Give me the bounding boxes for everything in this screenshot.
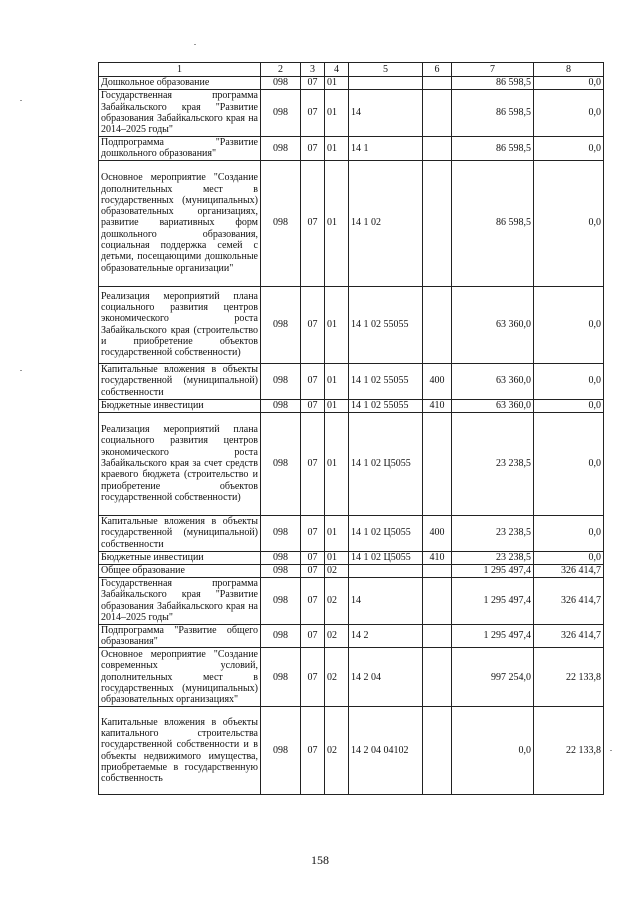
col2-cell: 098 bbox=[261, 648, 301, 707]
col5-cell: 14 bbox=[349, 90, 423, 137]
page-number: 158 bbox=[311, 853, 329, 867]
col2-cell: 098 bbox=[261, 363, 301, 399]
amount-cell: 86 598,5 bbox=[452, 137, 534, 161]
col2-cell: 098 bbox=[261, 399, 301, 412]
amount2-cell: 0,0 bbox=[534, 77, 604, 90]
col4-cell: 01 bbox=[325, 137, 349, 161]
column-header-1: 1 bbox=[99, 63, 261, 77]
row-name-cell: Капитальные вложения в объекты капитального строительства государственной собственности и в объекты недвижимого имущества, приобретаемые в государственную собственность bbox=[99, 707, 261, 795]
col5-cell: 14 2 bbox=[349, 624, 423, 648]
row-name-cell: Реализация мероприятий плана социального развития центров экономического роста Забайкальского края (строительство и приобретение объектов государственной собственности) bbox=[99, 286, 261, 363]
col2-cell: 098 bbox=[261, 77, 301, 90]
table-row bbox=[99, 648, 604, 707]
col6-cell: 400 bbox=[423, 363, 452, 399]
col5-cell: 14 bbox=[349, 577, 423, 624]
col3-cell: 07 bbox=[301, 363, 325, 399]
col5-cell: 14 1 02 Ц5055 bbox=[349, 412, 423, 515]
row-name-cell: Капитальные вложения в объекты государственной (муниципальной) собственности bbox=[99, 515, 261, 551]
amount-cell: 86 598,5 bbox=[452, 160, 534, 286]
col4-cell: 01 bbox=[325, 551, 349, 564]
amount2-cell: 0,0 bbox=[534, 90, 604, 137]
scan-speck bbox=[20, 100, 22, 101]
col6-cell: 410 bbox=[423, 399, 452, 412]
col3-cell: 07 bbox=[301, 399, 325, 412]
col5-cell: 14 1 02 bbox=[349, 160, 423, 286]
table-row bbox=[99, 577, 604, 624]
budget-table bbox=[98, 62, 604, 795]
col4-cell: 02 bbox=[325, 577, 349, 624]
header-row bbox=[99, 63, 604, 77]
col5-cell: 14 1 02 55055 bbox=[349, 286, 423, 363]
amount-cell: 0,0 bbox=[452, 707, 534, 795]
amount2-cell: 22 133,8 bbox=[534, 648, 604, 707]
column-header-4: 4 bbox=[325, 63, 349, 77]
row-name-cell: Бюджетные инвестиции bbox=[99, 399, 261, 412]
table-row bbox=[99, 90, 604, 137]
col6-cell bbox=[423, 577, 452, 624]
col5-cell: 14 1 02 Ц5055 bbox=[349, 551, 423, 564]
amount-cell: 1 295 497,4 bbox=[452, 624, 534, 648]
amount-cell: 1 295 497,4 bbox=[452, 577, 534, 624]
table-row bbox=[99, 286, 604, 363]
col3-cell: 07 bbox=[301, 564, 325, 577]
col4-cell: 02 bbox=[325, 564, 349, 577]
row-name-cell: Подпрограмма "Развитие дошкольного образования" bbox=[99, 137, 261, 161]
amount-cell: 1 295 497,4 bbox=[452, 564, 534, 577]
col2-cell: 098 bbox=[261, 577, 301, 624]
table-row bbox=[99, 412, 604, 515]
col4-cell: 02 bbox=[325, 707, 349, 795]
col2-cell: 098 bbox=[261, 707, 301, 795]
table-row bbox=[99, 624, 604, 648]
col6-cell bbox=[423, 160, 452, 286]
col2-cell: 098 bbox=[261, 412, 301, 515]
table-row bbox=[99, 160, 604, 286]
col2-cell: 098 bbox=[261, 551, 301, 564]
col5-cell: 14 2 04 04102 bbox=[349, 707, 423, 795]
amount-cell: 23 238,5 bbox=[452, 515, 534, 551]
column-header-7: 7 bbox=[452, 63, 534, 77]
col4-cell: 01 bbox=[325, 412, 349, 515]
scan-speck bbox=[194, 44, 196, 45]
scan-speck bbox=[20, 370, 22, 371]
col3-cell: 07 bbox=[301, 90, 325, 137]
col3-cell: 07 bbox=[301, 648, 325, 707]
amount-cell: 86 598,5 bbox=[452, 90, 534, 137]
amount-cell: 997 254,0 bbox=[452, 648, 534, 707]
col2-cell: 098 bbox=[261, 515, 301, 551]
amount-cell: 63 360,0 bbox=[452, 286, 534, 363]
amount2-cell: 0,0 bbox=[534, 363, 604, 399]
amount-cell: 23 238,5 bbox=[452, 412, 534, 515]
row-name-cell: Дошкольное образование bbox=[99, 77, 261, 90]
amount2-cell: 0,0 bbox=[534, 137, 604, 161]
col6-cell bbox=[423, 648, 452, 707]
col3-cell: 07 bbox=[301, 160, 325, 286]
amount2-cell: 0,0 bbox=[534, 551, 604, 564]
row-name-cell: Государственная программа Забайкальского края "Развитие образования Забайкальского края на 2014–2025 годы" bbox=[99, 577, 261, 624]
amount2-cell: 0,0 bbox=[534, 286, 604, 363]
col5-cell: 14 1 02 55055 bbox=[349, 399, 423, 412]
col4-cell: 02 bbox=[325, 624, 349, 648]
table-row bbox=[99, 707, 604, 795]
row-name-cell: Основное мероприятие "Создание современных условий, дополнительных мест в государственных (муниципальных) образовательных организациях" bbox=[99, 648, 261, 707]
table-row bbox=[99, 564, 604, 577]
col3-cell: 07 bbox=[301, 77, 325, 90]
col2-cell: 098 bbox=[261, 137, 301, 161]
amount2-cell: 0,0 bbox=[534, 160, 604, 286]
column-header-3: 3 bbox=[301, 63, 325, 77]
col6-cell: 400 bbox=[423, 515, 452, 551]
col3-cell: 07 bbox=[301, 577, 325, 624]
column-header-6: 6 bbox=[423, 63, 452, 77]
col2-cell: 098 bbox=[261, 624, 301, 648]
amount2-cell: 326 414,7 bbox=[534, 564, 604, 577]
table-row bbox=[99, 551, 604, 564]
row-name-cell: Бюджетные инвестиции bbox=[99, 551, 261, 564]
col6-cell bbox=[423, 564, 452, 577]
column-header-5: 5 bbox=[349, 63, 423, 77]
col5-cell: 14 1 bbox=[349, 137, 423, 161]
table-row bbox=[99, 77, 604, 90]
table-row bbox=[99, 363, 604, 399]
row-name-cell: Капитальные вложения в объекты государственной (муниципальной) собственности bbox=[99, 363, 261, 399]
amount-cell: 63 360,0 bbox=[452, 363, 534, 399]
col5-cell: 14 1 02 55055 bbox=[349, 363, 423, 399]
col2-cell: 098 bbox=[261, 160, 301, 286]
col4-cell: 02 bbox=[325, 648, 349, 707]
col3-cell: 07 bbox=[301, 707, 325, 795]
col6-cell bbox=[423, 624, 452, 648]
row-name-cell: Реализация мероприятий плана социального развития центров экономического роста Забайкальского края за счет средств краевого бюджета (строительство и приобретение объектов государственной собственности) bbox=[99, 412, 261, 515]
col6-cell bbox=[423, 90, 452, 137]
amount-cell: 23 238,5 bbox=[452, 551, 534, 564]
row-name-cell: Общее образование bbox=[99, 564, 261, 577]
amount2-cell: 0,0 bbox=[534, 412, 604, 515]
col6-cell bbox=[423, 412, 452, 515]
col4-cell: 01 bbox=[325, 286, 349, 363]
col4-cell: 01 bbox=[325, 90, 349, 137]
col5-cell: 14 1 02 Ц5055 bbox=[349, 515, 423, 551]
row-name-cell: Подпрограмма "Развитие общего образования" bbox=[99, 624, 261, 648]
table-row bbox=[99, 515, 604, 551]
column-header-8: 8 bbox=[534, 63, 604, 77]
col6-cell bbox=[423, 707, 452, 795]
col3-cell: 07 bbox=[301, 412, 325, 515]
amount2-cell: 0,0 bbox=[534, 515, 604, 551]
col3-cell: 07 bbox=[301, 137, 325, 161]
col6-cell bbox=[423, 77, 452, 90]
col5-cell: 14 2 04 bbox=[349, 648, 423, 707]
row-name-cell: Государственная программа Забайкальского края "Развитие образования Забайкальского края на 2014–2025 годы" bbox=[99, 90, 261, 137]
col2-cell: 098 bbox=[261, 286, 301, 363]
col2-cell: 098 bbox=[261, 564, 301, 577]
table-row bbox=[99, 137, 604, 161]
amount2-cell: 326 414,7 bbox=[534, 624, 604, 648]
table-row bbox=[99, 399, 604, 412]
col6-cell bbox=[423, 137, 452, 161]
col5-cell bbox=[349, 564, 423, 577]
col3-cell: 07 bbox=[301, 551, 325, 564]
amount2-cell: 0,0 bbox=[534, 399, 604, 412]
col5-cell bbox=[349, 77, 423, 90]
col3-cell: 07 bbox=[301, 286, 325, 363]
col4-cell: 01 bbox=[325, 399, 349, 412]
col4-cell: 01 bbox=[325, 160, 349, 286]
amount-cell: 63 360,0 bbox=[452, 399, 534, 412]
amount-cell: 86 598,5 bbox=[452, 77, 534, 90]
col6-cell bbox=[423, 286, 452, 363]
col2-cell: 098 bbox=[261, 90, 301, 137]
col4-cell: 01 bbox=[325, 363, 349, 399]
table-body bbox=[99, 77, 604, 795]
row-name-cell: Основное мероприятие "Создание дополнительных мест в государственных (муниципальных) образовательных организациях, развитие вариативных форм дошкольного образования, социальная поддержка семей с детьми, посещающими дошкольные образовательные организации" bbox=[99, 160, 261, 286]
amount2-cell: 326 414,7 bbox=[534, 577, 604, 624]
col3-cell: 07 bbox=[301, 515, 325, 551]
col6-cell: 410 bbox=[423, 551, 452, 564]
scan-speck bbox=[610, 750, 612, 751]
col4-cell: 01 bbox=[325, 515, 349, 551]
amount2-cell: 22 133,8 bbox=[534, 707, 604, 795]
col4-cell: 01 bbox=[325, 77, 349, 90]
column-header-2: 2 bbox=[261, 63, 301, 77]
col3-cell: 07 bbox=[301, 624, 325, 648]
